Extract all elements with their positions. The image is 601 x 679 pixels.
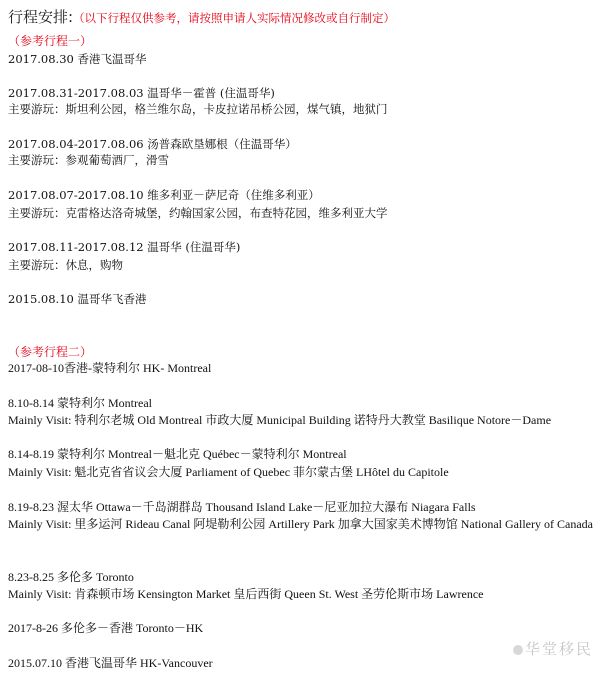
plan1-date-line: 2017.08.11-2017.08.12 温哥华 (住温哥华) xyxy=(8,240,241,254)
itinerary-disclaimer: （以下行程仅供参考，请按照申请人实际情况修改或自行制定） xyxy=(73,11,396,25)
logo-icon xyxy=(513,645,523,655)
plan2-visit-line: Mainly Visit: 魁北克省省议会大厦 Parliament of Quebec 菲尔蒙古堡 LHôtel du Capitole xyxy=(8,465,449,479)
plan2-visit-line: Mainly Visit: 特利尔老城 Old Montreal 市政大厦 Municipal Building 诺特丹大教堂 Basilique Notore－Dame xyxy=(8,413,552,427)
itinerary-title: 行程安排: xyxy=(8,8,74,26)
plan1-label: （参考行程一） xyxy=(8,34,93,48)
itinerary-header xyxy=(8,6,395,27)
plan1-date-line: 2015.08.10 温哥华飞香港 xyxy=(8,292,147,306)
plan2-date-line: 2017-8-26 多伦多－香港 Toronto－HK xyxy=(8,621,204,635)
plan2-date-line: 8.14-8.19 蒙特利尔 Montreal－魁北克 Québec－蒙特利尔 Montreal xyxy=(8,447,347,461)
plan1-date-line: 2017.08.04-2017.08.06 汤普森欧垦娜根（住温哥华） xyxy=(8,137,297,151)
plan1-date-line: 2017.08.30 香港飞温哥华 xyxy=(8,52,147,66)
plan2-visit-line: Mainly Visit: 肯森顿市场 Kensington Market 皇后西街 Queen St. West 圣劳伦斯市场 Lawrence xyxy=(8,587,484,601)
plan1-visit-line: 主要游玩：休息，购物 xyxy=(8,258,123,272)
plan1-visit-line: 主要游玩：参观葡萄酒厂，滑雪 xyxy=(8,153,169,167)
plan2-date-line: 2017-08-10香港-蒙特利尔 HK- Montreal xyxy=(8,361,212,375)
plan2-label: （参考行程二） xyxy=(8,345,93,359)
plan2-date-line: 8.23-8.25 多伦多 Toronto xyxy=(8,570,134,584)
plan1-date-line: 2017.08.31-2017.08.03 温哥华－霍普 (住温哥华) xyxy=(8,86,275,100)
plan1-visit-line: 主要游玩：克雷格达洛奇城堡，约翰国家公园，布查特花园，维多利亚大学 xyxy=(8,206,388,220)
watermark-logo xyxy=(513,638,593,659)
plan1-visit-line: 主要游玩：斯坦利公园，格兰维尔岛，卡皮拉诺吊桥公园，煤气镇，地狱门 xyxy=(8,102,388,116)
plan2-date-line: 2015.07.10 香港飞温哥华 HK-Vancouver xyxy=(8,656,213,670)
plan2-visit-line: Mainly Visit: 里多运河 Rideau Canal 阿堤勒利公园 Artillery Park 加拿大国家美术博物馆 National Gallery of Canada xyxy=(8,517,593,531)
plan2-date-line: 8.10-8.14 蒙特利尔 Montreal xyxy=(8,396,152,410)
plan2-date-line: 8.19-8.23 渥太华 Ottawa－千岛湖群岛 Thousand Island Lake－尼亚加拉大瀑布 Niagara Falls xyxy=(8,500,476,514)
plan1-date-line: 2017.08.07-2017.08.10 维多利亚－萨尼奇（住维多利亚） xyxy=(8,188,320,202)
watermark-text: 华堂移民 xyxy=(524,640,593,658)
